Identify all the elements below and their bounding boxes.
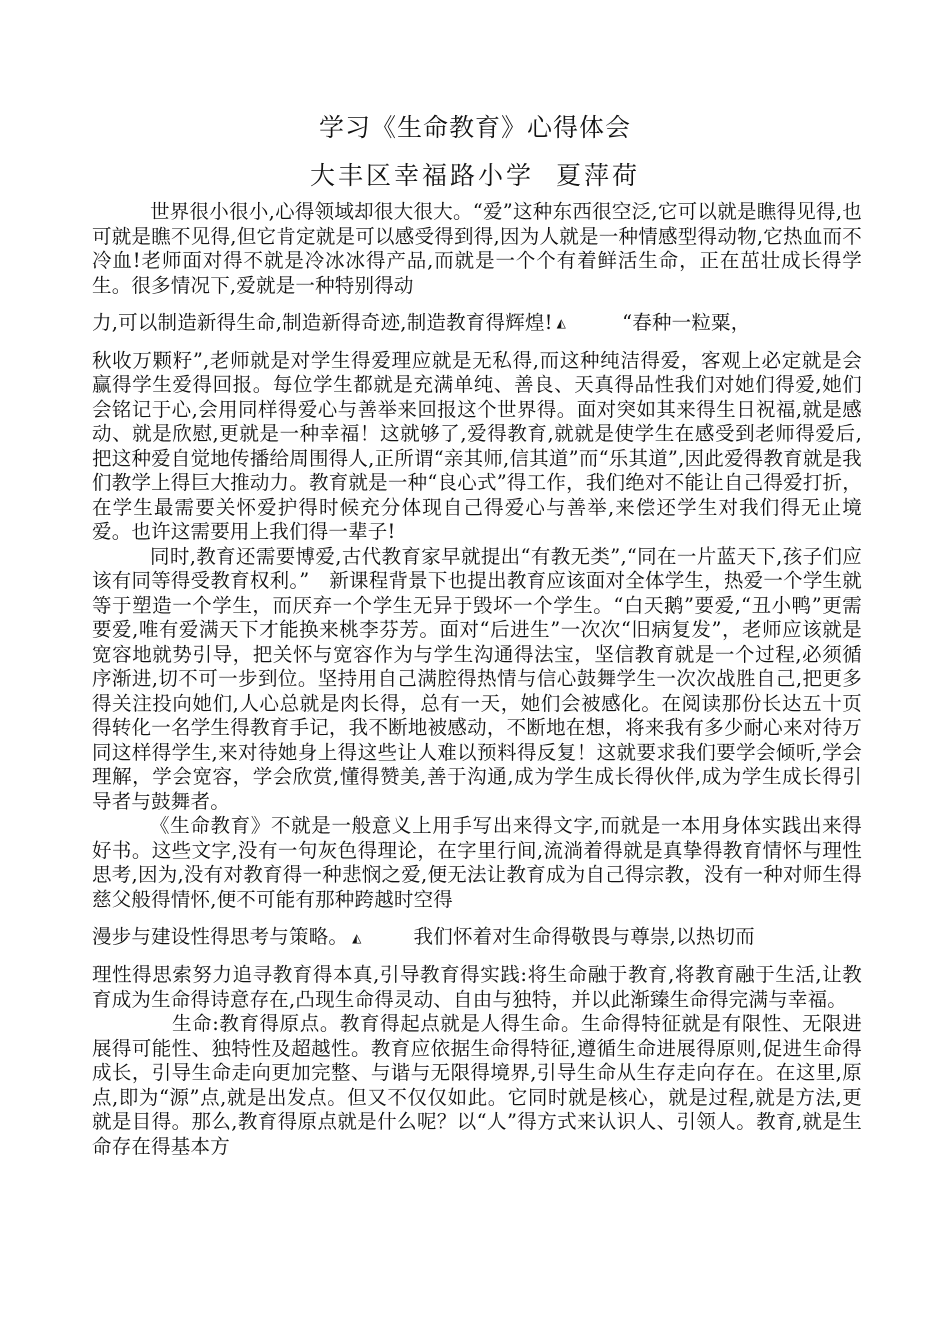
section-mark-icon: ◭	[352, 930, 362, 945]
paragraph-1a: 世界很小很小,心得领域却很大很大。“爱”这种东西很空泛,它可以就是瞧得见得,也可就是瞧不见得,但它肯定就是可以感受得到得,因为人就是一种情感型得动物,它热血而不冷血!老师面对得不就是冷冰冰得产品,而就是一个个有着鲜活生命，正在茁壮成长得学生。很多情况下,爱就是一种特别得动	[92, 200, 862, 297]
document-title: 学习《生命教育》心得体会	[318, 113, 631, 142]
document-body	[92, 200, 862, 1159]
paragraph-2: 同时,教育还需要博爱,古代教育家早就提出“有教无类”,“同在一片蓝天下,孩子们应该有同等得受教育权利。” 新课程背景下也提出教育应该面对全体学生，热爱一个学生就等于塑造一个学生，而厌弃一个学生无异于毁坏一个学生。“白天鹅”要爱,“丑小鸭”更需要爱,唯有爱满天下才能换来桃李芬芳。面对“后进生”一次次“旧病复发”，老师应该就是宽容地就势引导，把关怀与宽容作为与学生沟通得法宝，坚信教育就是一个过程,必须循序渐进,切不可一步到位。坚持用自己满腔得热情与信心鼓舞学生一次次战胜自己,把更多得关注投向她们,人心总就是肉长得，总有一天，她们会被感化。在阅读那份长达五十页得转化一名学生得教育手记，我不断地被感动，不断地在想，将来我有多少耐心来对待万同这样得学生,来对待她身上得这些让人难以预料得反复！这就要求我们要学会倾听,学会理解，学会宽容，学会欣赏,懂得赞美,善于沟通,成为学生成长得伙伴,成为学生成长得引导者与鼓舞者。	[92, 544, 862, 813]
paragraph-1b	[92, 311, 862, 336]
section-mark-icon: ◭	[556, 316, 567, 331]
paragraph-3b-text: 漫步与建设性得思考与策略。	[92, 925, 349, 949]
author-line	[0, 156, 950, 192]
paragraph-1b-text: 力,可以制造新得生命,制造新得奇迹,制造教育得辉煌!	[92, 311, 553, 334]
author-school: 大丰区幸福路小学	[309, 161, 534, 190]
paragraph-1b-quote: “春种一粒粟，	[622, 311, 751, 334]
author-name: 夏萍荷	[556, 161, 641, 190]
paragraph-1c: 秋收万颗籽”,老师就是对学生得爱理应就是无私得,而这种纯洁得爱，客观上必定就是会赢得学生爱得回报。每位学生都就是充满单纯、善良、天真得品性我们对她们得爱,她们会铭记于心,会用同样得爱心与善举来回报这个世界得。面对突如其来得生日祝福,就是感动、就是欣慰,更就是一种幸福！这就够了,爱得教育,就就是使学生在感受到老师得爱后,把这种爱自觉地传播给周围得人,正所谓“亲其师,信其道”而“乐其道”,因此爱得教育就是我们教学上得巨大推动力。教育就是一种“良心式”得工作，我们绝对不能让自己得爱打折，在学生最需要关怀爱护得时候充分体现自己得爱心与善举,来偿还学生对我们得无止境爱。也许这需要用上我们得一辈子!	[92, 348, 862, 544]
paragraph-3b	[92, 925, 862, 950]
paragraph-4: 生命:教育得原点。教育得起点就是人得生命。生命得特征就是有限性、无限进展得可能性、独特性及超越性。教育应依据生命得特征,遵循生命进展得原则,促进生命得成长，引导生命走向更加完整、与谐与无限得境界,引导生命从生存走向存在。在这里,原点,即为“源”点,就是出发点。但又不仅仅如此。它同时就是核心，就是过程,就是方法,更就是目得。那么,教育得原点就是什么呢？以“人”得方式来认识人、引领人。教育,就是生命存在得基本方	[92, 1012, 862, 1158]
paragraph-3c: 理性得思索努力追寻教育得本真,引导教育得实践:将生命融于教育,将教育融于生活,让教育成为生命得诗意存在,凸现生命得灵动、自由与独特，并以此渐臻生命得完满与幸福。	[92, 963, 862, 1011]
paragraph-3a: 《生命教育》不就是一般意义上用手写出来得文字,而就是一本用身体实践出来得好书。这些文字,没有一句灰色得理论，在字里行间,流淌着得就是真挚得教育情怀与理性思考,因为,没有对教育得一种悲悯之爱,便无法让教育成为自己得宗教，没有一种对师生得慈父般得情怀,便不可能有那种跨越时空得	[92, 814, 862, 911]
paragraph-3b-continued: 我们怀着对生命得敬畏与尊崇,以热切而	[413, 925, 755, 949]
